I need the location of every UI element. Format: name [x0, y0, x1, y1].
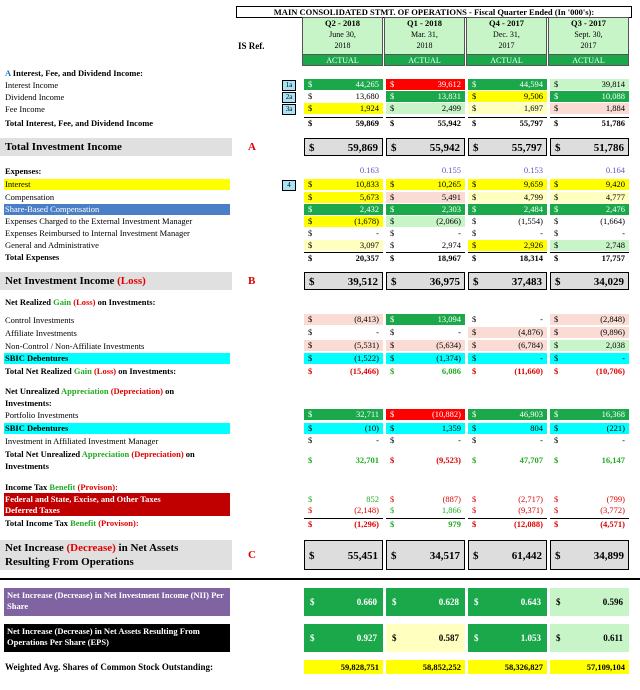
- value-cell: $ (887): [390, 494, 461, 504]
- sbc-label: Share-Based Compensation: [5, 204, 100, 214]
- total-cell: $ 55,451: [304, 540, 383, 570]
- value-cell: $ 9,506: [468, 91, 547, 102]
- value-cell: $ 20,357: [304, 252, 383, 263]
- deferred-tax-label: Deferred Taxes: [5, 505, 60, 515]
- statement-title: MAIN CONSOLIDATED STMT. OF OPERATIONS - Fiscal Quarter Ended (In '000's):: [236, 6, 632, 18]
- value-cell: $ (9,371): [472, 505, 543, 515]
- label-highlight: [4, 179, 230, 190]
- row-label: Total Income Tax Benefit (Provison):: [5, 518, 139, 528]
- value-cell: $ -: [308, 228, 379, 238]
- value-cell: $ 979: [386, 518, 465, 529]
- ratio-cell: 0.164: [605, 165, 625, 175]
- value-cell: $ -: [390, 435, 461, 445]
- value-cell: $ 2,748: [550, 240, 629, 251]
- value-cell: $ (5,531): [304, 340, 383, 351]
- ratio-cell: 0.155: [441, 165, 461, 175]
- divider: [0, 578, 640, 580]
- section-heading: Income Tax Benefit (Provison):: [5, 482, 118, 492]
- value-cell: $ 1,924: [304, 103, 383, 114]
- nii-label: Net Investment Income (Loss): [5, 275, 146, 287]
- row-label: Total Interest, Fee, and Dividend Income: [5, 118, 154, 128]
- value-cell: $ (221): [550, 423, 629, 434]
- value-cell: $ 13,680: [308, 91, 379, 101]
- total-cell: $ 36,975: [386, 272, 465, 290]
- ratio-cell: 0.153: [523, 165, 543, 175]
- sbic-label: SBIC Debentures: [5, 423, 69, 433]
- total-cell: $ 34,029: [550, 272, 629, 290]
- quarter-tag: ACTUAL: [467, 54, 546, 65]
- quarter-label: Q3 - 2017: [571, 18, 606, 28]
- row-label: Dividend Income: [5, 92, 65, 102]
- section-heading: A Interest, Fee, and Dividend Income:: [5, 68, 143, 78]
- value-cell: $ 44,594: [468, 79, 547, 90]
- quarter-date: Dec. 31,: [493, 30, 520, 39]
- row-label: Compensation: [5, 192, 55, 202]
- total-investment-income-label: Total Investment Income: [5, 141, 122, 153]
- value-cell: $ (1,554): [472, 216, 543, 226]
- row-label: Investment in Affiliated Investment Manager: [5, 436, 159, 446]
- value-cell: $ 9,659: [468, 179, 547, 190]
- total-cell: $ 34,899: [550, 540, 629, 570]
- value-cell: $ 16,368: [550, 409, 629, 420]
- value-cell: $ -: [468, 353, 547, 364]
- value-cell: $ 44,265: [304, 79, 383, 90]
- value-cell: $ 2,484: [468, 204, 547, 215]
- value-cell: $ (2,717): [472, 494, 543, 504]
- row-label: Non-Control / Non-Affiliate Investments: [5, 341, 145, 351]
- value-cell: $ 2,303: [386, 204, 465, 215]
- is-ref-label: IS Ref.: [238, 41, 265, 51]
- value-cell: $ 9,420: [550, 179, 629, 190]
- row-label: Fee Income: [5, 104, 45, 114]
- value-cell: $ 5,673: [304, 192, 383, 203]
- quarter-year: 2018: [334, 41, 351, 50]
- eps-cell: $ 0.927: [304, 624, 383, 652]
- per-share-cell: $ 0.643: [468, 588, 547, 616]
- shares-cell: 57,109,104: [550, 660, 629, 674]
- section-heading: Net Unrealized Appreciation (Depreciation) on: [5, 386, 175, 396]
- shares-cell: 58,326,827: [468, 660, 547, 674]
- value-cell: $ (9,523): [390, 455, 461, 465]
- value-cell: $ 39,612: [386, 79, 465, 90]
- value-cell: $ -: [472, 228, 543, 238]
- value-cell: $ 10,088: [550, 91, 629, 102]
- nii-per-share-label: Net Increase (Decrease) in Net Investment Income (NII) Per Share: [4, 588, 230, 616]
- value-cell: $ 2,499: [386, 103, 465, 114]
- quarter-tag: ACTUAL: [549, 54, 628, 65]
- value-cell: $ 2,476: [550, 204, 629, 215]
- value-cell: $ (10): [304, 423, 383, 434]
- quarter-date: Sept. 30,: [574, 30, 603, 39]
- row-label: Investments:: [5, 398, 52, 408]
- row-label: Affiliate Investments: [5, 328, 77, 338]
- quarter-label: Q1 - 2018: [407, 18, 442, 28]
- value-cell: $ 55,797: [468, 117, 547, 128]
- row-label: Interest Income: [5, 80, 59, 90]
- value-cell: $ 4,799: [468, 192, 547, 203]
- value-cell: $ (8,413): [304, 314, 383, 325]
- value-cell: $ (2,066): [386, 216, 465, 227]
- is-ref-letter: C: [248, 549, 256, 561]
- value-cell: $ 13,831: [386, 91, 465, 102]
- value-cell: $ (12,088): [468, 518, 547, 529]
- value-cell: $ (1,678): [304, 216, 383, 227]
- value-cell: $ 17,757: [550, 252, 629, 263]
- value-cell: $ (10,882): [386, 409, 465, 420]
- value-cell: $ 804: [468, 423, 547, 434]
- value-cell: $ (15,466): [308, 366, 379, 376]
- row-label: Expenses Charged to the External Investment Manager: [5, 216, 193, 226]
- row-label: Expenses Reimbursed to Internal Investment Manager: [5, 228, 190, 238]
- quarter-label: Q4 - 2017: [489, 18, 524, 28]
- quarter-year: 2018: [416, 41, 433, 50]
- value-cell: $ 5,491: [386, 192, 465, 203]
- section-heading: Expenses:: [5, 166, 42, 176]
- quarter-tag: ACTUAL: [385, 54, 464, 65]
- is-ref-letter: A: [248, 141, 256, 153]
- value-cell: $ 32,711: [304, 409, 383, 420]
- per-share-cell: $ 0.628: [386, 588, 465, 616]
- value-cell: $ 1,884: [550, 103, 629, 114]
- ref-badge: 3a: [282, 104, 296, 115]
- shares-cell: 59,828,751: [304, 660, 383, 674]
- value-cell: $ 16,147: [554, 455, 625, 465]
- value-cell: $ -: [390, 327, 461, 337]
- ref-badge: 4: [282, 180, 296, 191]
- value-cell: $ -: [472, 435, 543, 445]
- sbic-label: SBIC Debentures: [5, 353, 69, 363]
- row-label: Portfolio Investments: [5, 410, 79, 420]
- value-cell: $ 55,942: [386, 117, 465, 128]
- value-cell: $ 18,967: [386, 252, 465, 263]
- row-label: Total Net Realized Gain (Loss) on Investments:: [5, 366, 177, 376]
- total-cell: $ 55,942: [386, 138, 465, 156]
- value-cell: $ (9,896): [550, 327, 629, 338]
- value-cell: $ 3,097: [304, 240, 383, 251]
- shares-label: Weighted Avg. Shares of Common Stock Outstanding:: [5, 662, 213, 672]
- value-cell: $ 59,869: [304, 117, 383, 128]
- value-cell: $ -: [550, 353, 629, 364]
- eps-label: Net Increase (Decrease) in Net Assets Resulting From Operations Per Share (EPS): [4, 624, 230, 652]
- per-share-cell: $ 0.596: [550, 588, 629, 616]
- row-label: Resulting From Operations: [5, 556, 134, 568]
- value-cell: $ (1,374): [386, 353, 465, 364]
- value-cell: $ 2,974: [390, 240, 461, 250]
- quarter-year: 2017: [580, 41, 597, 50]
- ref-badge: 2a: [282, 92, 296, 103]
- value-cell: $ 2,926: [468, 240, 547, 251]
- value-cell: $ 1,866: [390, 505, 461, 515]
- ref-badge: 1a: [282, 80, 296, 91]
- value-cell: $ -: [472, 314, 543, 324]
- total-cell: $ 59,869: [304, 138, 383, 156]
- value-cell: $ (11,660): [472, 366, 543, 376]
- quarter-date: Mar. 31,: [411, 30, 438, 39]
- fed-tax-label: Federal and State, Excise, and Other Taxes: [5, 494, 161, 504]
- value-cell: $ 1,697: [468, 103, 547, 114]
- value-cell: $ (4,571): [550, 518, 629, 529]
- total-cell: $ 51,786: [550, 138, 629, 156]
- value-cell: $ 10,833: [304, 179, 383, 190]
- value-cell: $ 32,701: [308, 455, 379, 465]
- quarter-tag: ACTUAL: [303, 54, 382, 65]
- nina-label: Net Increase (Decrease) in Net Assets: [5, 542, 179, 554]
- quarter-header: [302, 17, 383, 66]
- row-label: Control Investments: [5, 315, 75, 325]
- value-cell: $ (10,706): [554, 366, 625, 376]
- value-cell: $ 2,038: [550, 340, 629, 351]
- total-cell: $ 55,797: [468, 138, 547, 156]
- value-cell: $ (1,664): [554, 216, 625, 226]
- total-cell: $ 37,483: [468, 272, 547, 290]
- total-cell: $ 39,512: [304, 272, 383, 290]
- value-cell: $ (4,876): [468, 327, 547, 338]
- row-label: Interest: [5, 179, 31, 189]
- value-cell: $ (799): [554, 494, 625, 504]
- value-cell: $ 4,777: [550, 192, 629, 203]
- row-label: Total Net Unrealized Appreciation (Depreciation) on: [5, 449, 195, 459]
- row-label: Total Expenses: [5, 252, 60, 262]
- eps-cell: $ 0.587: [386, 624, 465, 652]
- value-cell: $ -: [554, 435, 625, 445]
- value-cell: $ (2,848): [550, 314, 629, 325]
- value-cell: $ (1,296): [304, 518, 383, 529]
- total-cell: $ 61,442: [468, 540, 547, 570]
- total-cell: $ 34,517: [386, 540, 465, 570]
- quarter-header: [548, 17, 629, 66]
- value-cell: $ 2,432: [304, 204, 383, 215]
- ratio-cell: 0.163: [359, 165, 379, 175]
- value-cell: $ 46,903: [468, 409, 547, 420]
- value-cell: $ 47,707: [472, 455, 543, 465]
- quarter-header: [384, 17, 465, 66]
- value-cell: $ -: [308, 327, 379, 337]
- value-cell: $ -: [308, 435, 379, 445]
- value-cell: $ 852: [308, 494, 379, 504]
- value-cell: $ 51,786: [550, 117, 629, 128]
- value-cell: $ 1,359: [386, 423, 465, 434]
- per-share-cell: $ 0.660: [304, 588, 383, 616]
- value-cell: $ 39,814: [550, 79, 629, 90]
- value-cell: $ 13,094: [386, 314, 465, 325]
- quarter-header: [466, 17, 547, 66]
- quarter-date: June 30,: [329, 30, 356, 39]
- value-cell: $ (6,784): [468, 340, 547, 351]
- quarter-year: 2017: [498, 41, 515, 50]
- eps-cell: $ 1.053: [468, 624, 547, 652]
- row-label: Investments: [5, 461, 49, 471]
- shares-cell: 58,852,252: [386, 660, 465, 674]
- value-cell: $ (2,148): [308, 505, 379, 515]
- value-cell: $ (5,634): [386, 340, 465, 351]
- section-heading: Net Realized Gain (Loss) on Investments:: [5, 297, 156, 307]
- row-label: General and Administrative: [5, 240, 99, 250]
- value-cell: $ -: [554, 228, 625, 238]
- quarter-label: Q2 - 2018: [325, 18, 360, 28]
- value-cell: $ 10,265: [386, 179, 465, 190]
- is-ref-letter: B: [248, 275, 256, 287]
- value-cell: $ -: [390, 228, 461, 238]
- value-cell: $ (3,772): [554, 505, 625, 515]
- eps-cell: $ 0.611: [550, 624, 629, 652]
- value-cell: $ 6,086: [390, 366, 461, 376]
- value-cell: $ 18,314: [468, 252, 547, 263]
- value-cell: $ (1,522): [304, 353, 383, 364]
